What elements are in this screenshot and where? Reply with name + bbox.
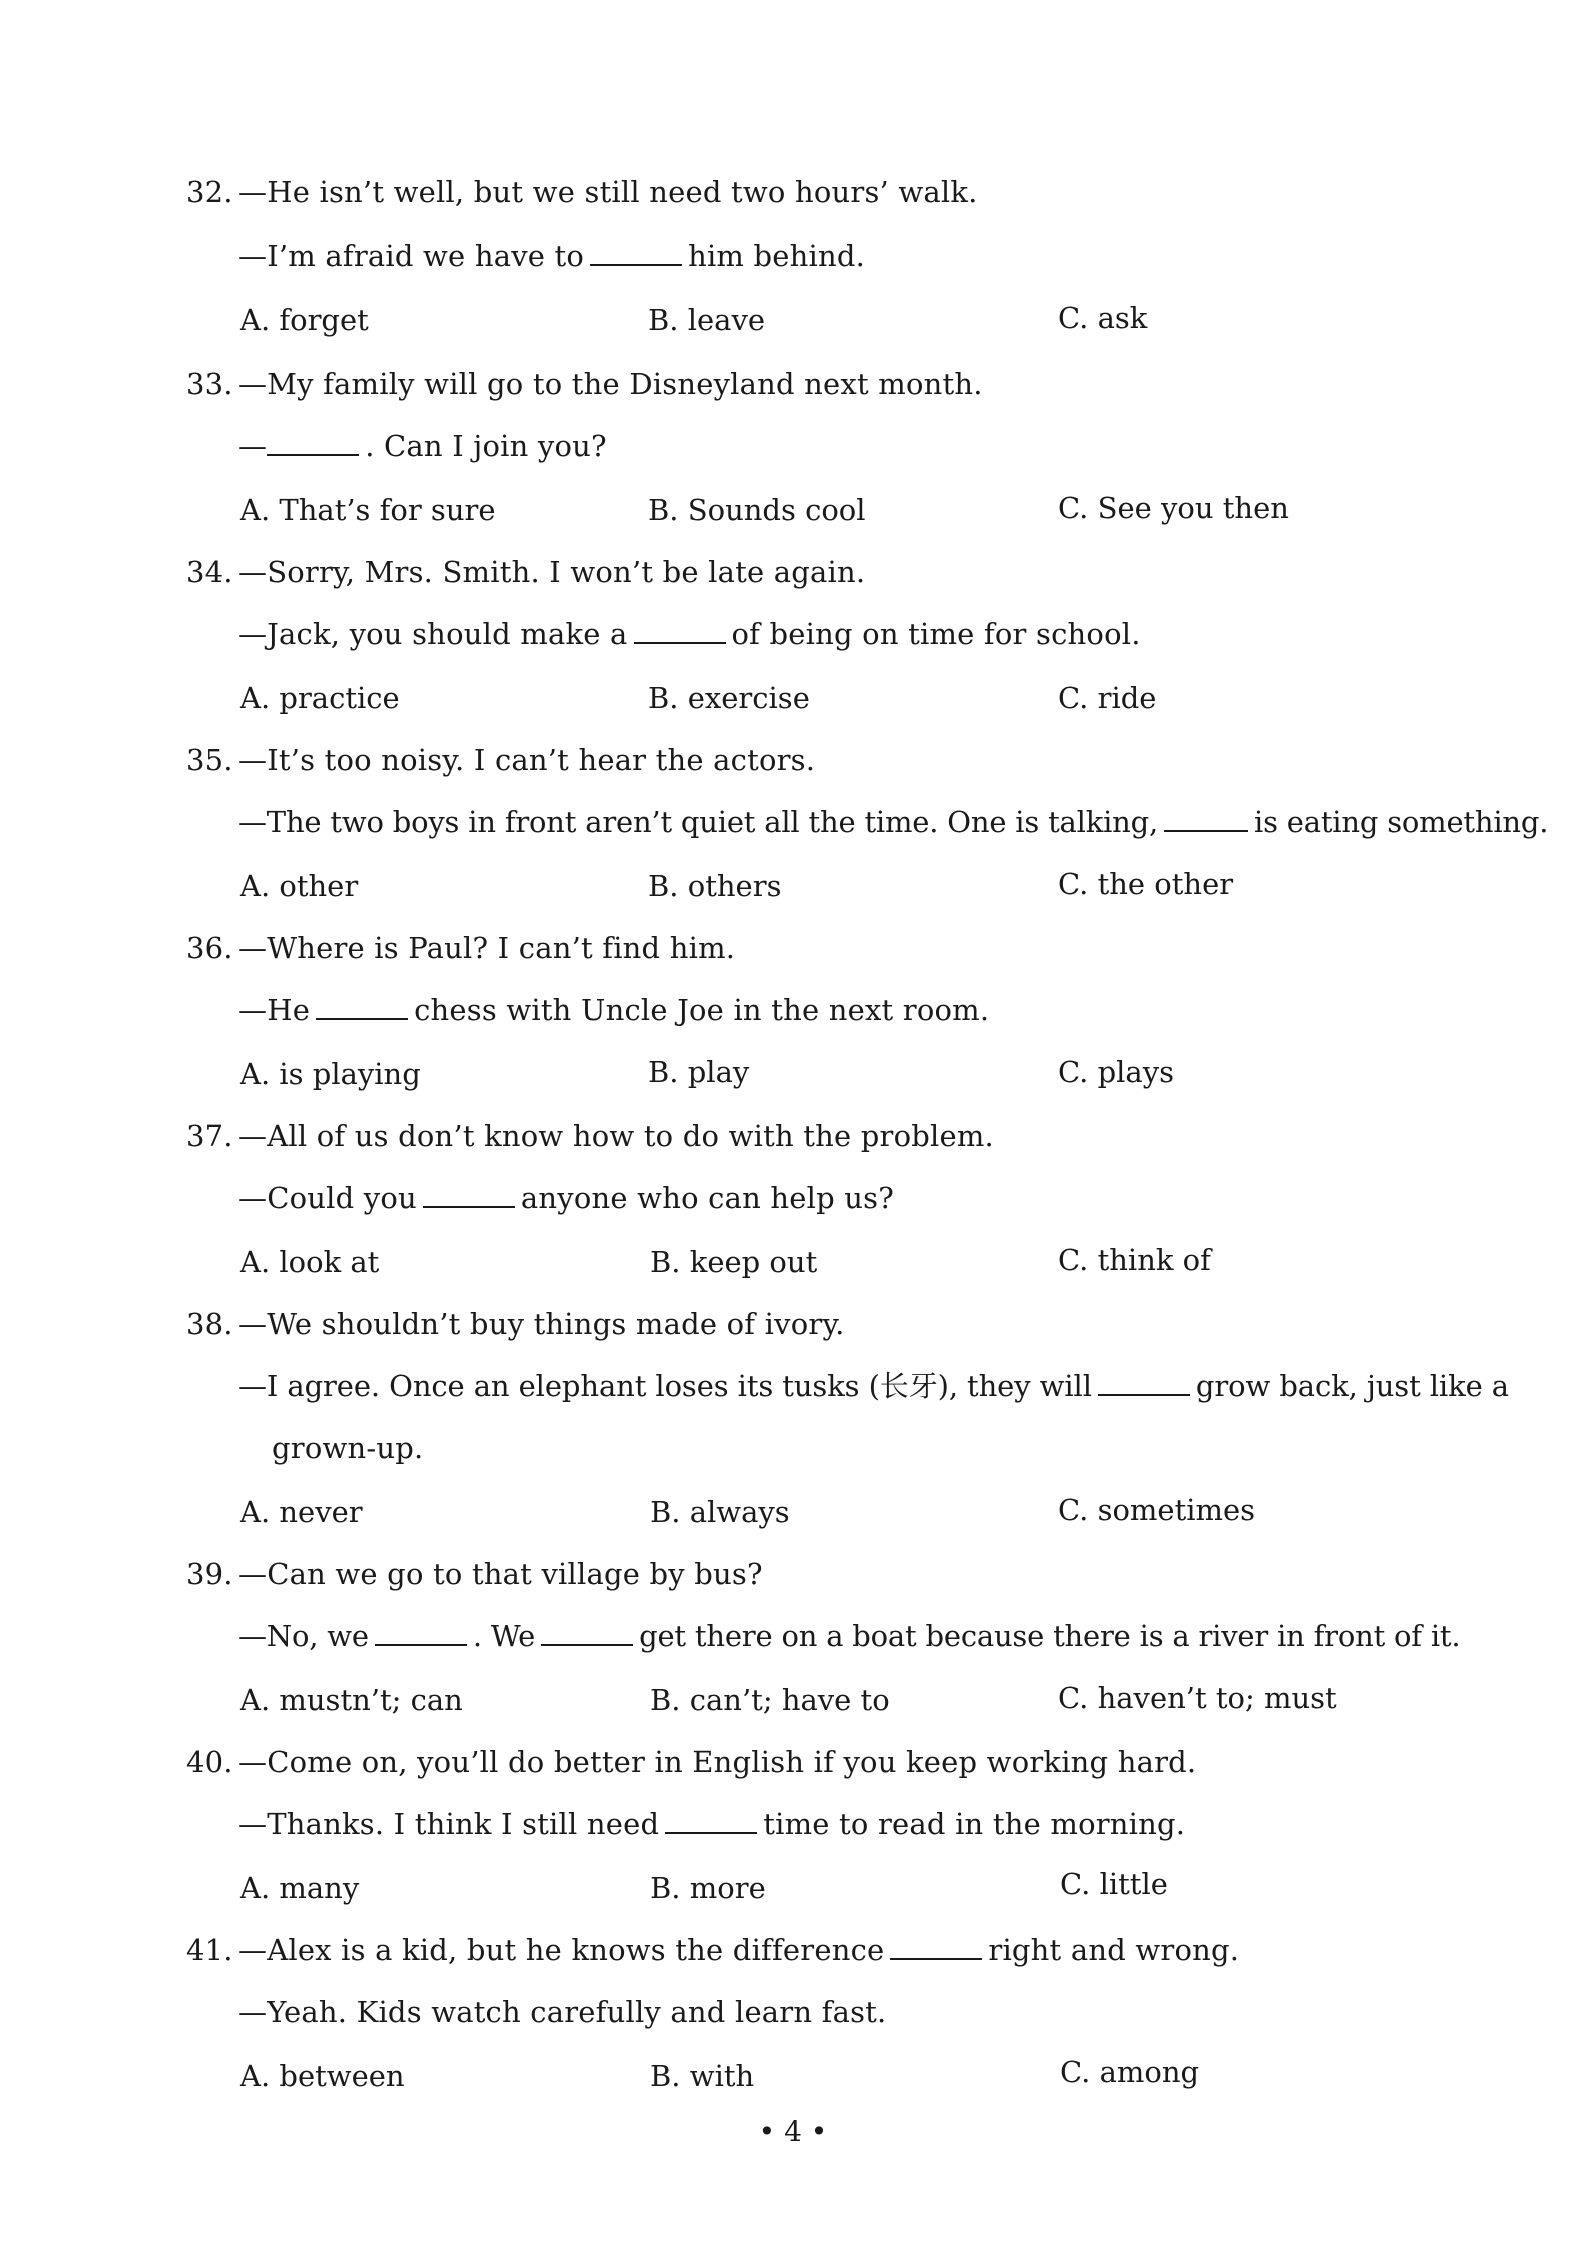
question-text: —Where is Paul? I can’t find him. [238,931,736,965]
response-text-after: of being on time for school. [731,617,1141,651]
option-b: B. with [650,2059,755,2093]
option-b: B. leave [648,303,766,337]
question-39-prompt [186,1554,763,1594]
option-a: A. is playing [240,1057,421,1091]
question-35-prompt [186,740,815,780]
response-text-after: is eating something. [1254,805,1549,839]
question-number: 35. [186,743,233,777]
question-35-response [238,802,1548,842]
option-c: C. See you then [1058,491,1289,525]
question-38-response [238,1366,1509,1406]
question-text-after: right and wrong. [988,1933,1240,1967]
option-a: A. That’s for sure [240,493,496,527]
question-text: —Alex is a kid, but he knows the difference [238,1933,885,1967]
response-text: —Jack, you should make a [238,617,628,651]
question-text: —Come on, you’ll do better in English if you keep working hard. [238,1745,1197,1779]
response-text: —He [238,993,311,1027]
option-c: C. ride [1058,681,1157,715]
option-b: B. play [648,1055,750,1089]
question-40-prompt [186,1742,1196,1782]
question-33-prompt [186,364,983,404]
option-c: C. plays [1058,1055,1174,1089]
answer-blank [267,428,359,456]
option-b: B. always [650,1495,790,1529]
option-a: A. between [240,2059,405,2093]
question-39-response [238,1616,1460,1656]
question-number: 34. [186,555,233,589]
question-number: 41. [186,1933,233,1967]
response-text: —No, we [238,1619,369,1653]
question-text: —Can we go to that village by bus? [238,1557,763,1591]
option-c: C. among [1060,2055,1200,2089]
question-number: 38. [186,1307,233,1341]
question-34-prompt [186,552,865,592]
question-number: 39. [186,1557,233,1591]
response-text-after: him behind. [688,239,866,273]
response-text: —The two boys in front aren’t quiet all the time. One is talking, [238,805,1158,839]
question-number: 33. [186,367,233,401]
response-text: —Could you [238,1181,417,1215]
response-text: —I agree. Once an elephant loses its tusks (长牙), they will [238,1369,1092,1403]
option-a: A. many [240,1871,360,1905]
answer-blank [665,1806,757,1834]
option-b: B. others [648,869,782,903]
option-c: C. ask [1058,301,1148,335]
question-text: —All of us don’t know how to do with the problem. [238,1119,994,1153]
response-text-after: chess with Uncle Joe in the next room. [414,993,990,1027]
answer-blank [890,1932,982,1960]
response-text-after: time to read in the morning. [763,1807,1186,1841]
question-32-prompt [186,172,978,212]
option-b: B. can’t; have to [650,1683,890,1717]
option-b: B. Sounds cool [648,493,866,527]
response-text-after: anyone who can help us? [520,1181,894,1215]
response-text-after: . Can I join you? [365,429,607,463]
question-38-prompt [186,1304,845,1344]
question-33-response [238,426,607,466]
question-text: —Sorry, Mrs. Smith. I won’t be late again. [238,555,866,589]
answer-blank [590,238,682,266]
question-37-response [238,1178,894,1218]
question-text: —It’s too noisy. I can’t hear the actors. [238,743,816,777]
question-text: —We shouldn’t buy things made of ivory. [238,1307,845,1341]
question-number: 32. [186,175,233,209]
question-36-response [238,990,989,1030]
response-text-after: grow back, just like a [1195,1369,1509,1403]
answer-blank [1098,1368,1190,1396]
answer-blank-1 [375,1618,467,1646]
option-b: B. more [650,1871,766,1905]
question-41-prompt [186,1930,1239,1970]
response-text: —Thanks. I think I still need [238,1807,660,1841]
option-b: B. keep out [650,1245,818,1279]
question-number: 40. [186,1745,233,1779]
option-c: C. the other [1058,867,1234,901]
response-text: —Yeah. Kids watch carefully and learn fast. [238,1995,887,2029]
option-c: C. think of [1058,1243,1211,1277]
option-b: B. exercise [648,681,810,715]
question-text: —My family will go to the Disneyland next month. [238,367,983,401]
question-number: 36. [186,931,233,965]
option-a: A. forget [240,303,369,337]
answer-blank-2 [541,1618,633,1646]
answer-blank [316,992,408,1020]
response-text-mid: . We [472,1619,536,1653]
option-a: A. other [240,869,359,903]
response-text: —I’m afraid we have to [238,239,585,273]
response-text-after: get there on a boat because there is a river in front of it. [639,1619,1461,1653]
question-36-prompt [186,928,735,968]
question-number: 37. [186,1119,233,1153]
answer-blank [423,1180,515,1208]
question-41-response [238,1992,886,2032]
option-a: A. never [240,1495,363,1529]
question-38-response-continued: grown-up. [272,1431,424,1465]
question-40-response [238,1804,1185,1844]
question-37-prompt [186,1116,994,1156]
option-c: C. sometimes [1058,1493,1256,1527]
answer-blank [634,616,726,644]
option-c: C. haven’t to; must [1058,1681,1337,1715]
question-text: —He isn’t well, but we still need two hours’ walk. [238,175,978,209]
option-a: A. practice [240,681,400,715]
question-34-response [238,614,1141,654]
response-text: — [238,429,268,463]
option-a: A. look at [240,1245,380,1279]
page-number: • 4 • [758,2115,828,2148]
answer-blank [1164,804,1248,832]
option-a: A. mustn’t; can [240,1683,463,1717]
option-c: C. little [1060,1867,1168,1901]
question-32-response [238,236,865,276]
